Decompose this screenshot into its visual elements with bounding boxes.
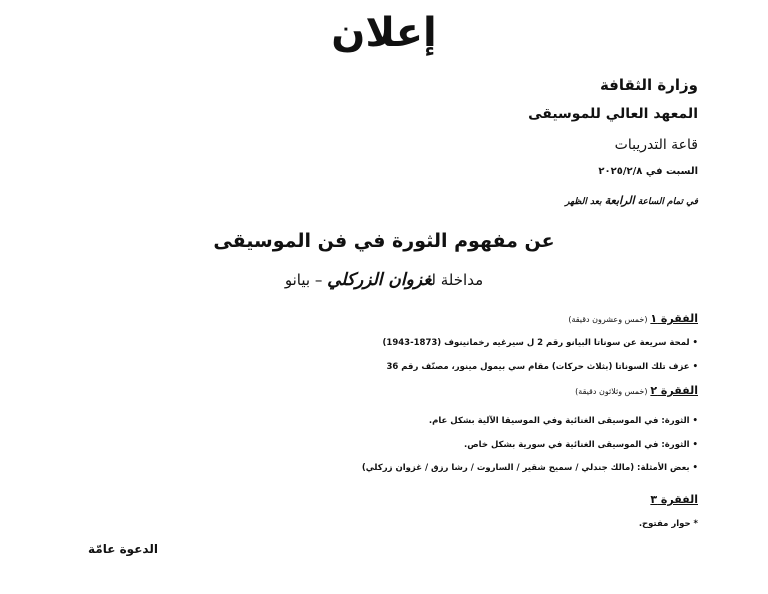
speaker-suffix: – بيانو: [284, 271, 323, 289]
time-hour: الرابعة: [604, 194, 635, 207]
time-prefix: في تمام الساعة: [637, 197, 698, 207]
section-heading: [650, 493, 698, 506]
date-line: السبت في ٢٠٢٥/٢/٨: [598, 166, 698, 177]
list-item: • لمحة سريعة عن سوناتا البيانو رقم 2 ل سيرغيه رخمانينوف (1873-1943): [382, 338, 698, 348]
section-label: الفقرة ١: [650, 312, 698, 325]
section-duration: (خمس وعشرون دقيقة): [568, 315, 648, 324]
section-heading: [568, 312, 698, 325]
page-title: إعلان: [331, 10, 437, 56]
section-label: الفقرة ٢: [650, 384, 698, 397]
institute-line: المعهد العالي للموسيقى: [528, 106, 698, 122]
section-label: الفقرة ٣: [650, 493, 698, 506]
ministry-line: وزارة الثقافة: [599, 76, 698, 94]
section-duration: (خمس وثلاثون دقيقة): [575, 387, 648, 396]
list-item: • عزف تلك السوناتا (بثلاث حركات) مقام سي بيمول مينور، مصنّف رقم 36: [386, 362, 698, 372]
speaker-name: غزوان الزركلي: [327, 270, 432, 290]
list-item: * حوار مفتوح.: [638, 519, 698, 529]
time-line: [565, 194, 698, 207]
speaker-prefix: مداخلة ل: [431, 271, 484, 289]
hall-line: قاعة التدريبات: [614, 137, 698, 153]
closing-note: الدعوة عامّة: [88, 542, 158, 556]
section-heading: [575, 384, 698, 397]
lecture-topic: عن مفهوم الثورة في فن الموسيقى: [213, 230, 555, 252]
time-suffix: بعد الظهر: [565, 197, 602, 207]
list-item: • بعض الأمثلة: (مالك جندلي / سميح شقير / الساروت / رشا رزق / غزوان زركلي): [361, 463, 698, 473]
list-item: • الثورة: في الموسيقى الغنائية وفي الموسيقا الآلية بشكل عام.: [428, 416, 698, 426]
list-item: • الثورة: في الموسيقى الغنائية في سورية بشكل خاص.: [464, 440, 698, 450]
speaker-line: [0, 270, 768, 290]
